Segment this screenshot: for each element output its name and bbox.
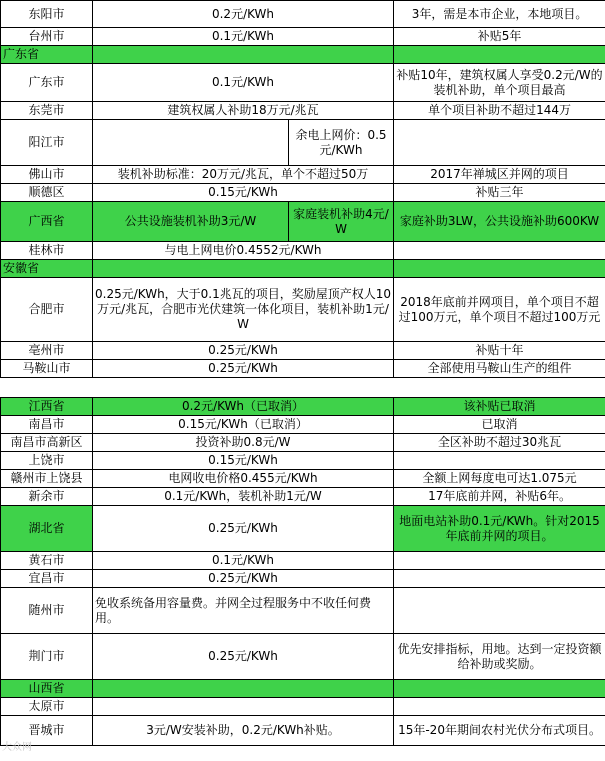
table-cell: 0.1元/KWh，装机补助1元/W [93, 488, 394, 506]
table-cell: 家庭装机补助4元/W [289, 202, 394, 242]
region-cell: 赣州市上饶县 [1, 470, 93, 488]
table-cell [93, 260, 394, 278]
table-cell [394, 452, 605, 470]
region-cell: 荆门市 [1, 634, 93, 680]
region-cell: 东莞市 [1, 102, 93, 120]
table-cell [93, 46, 394, 64]
table-cell: 该补贴已取消 [394, 398, 605, 416]
table-row [1, 698, 605, 716]
table-cell: 0.25元/KWh [93, 342, 394, 360]
table-cell [394, 570, 605, 588]
table-row [1, 342, 605, 360]
table-row [1, 46, 605, 64]
region-cell: 广西省 [1, 202, 93, 242]
table-cell [394, 120, 605, 166]
table-row [1, 470, 605, 488]
table-cell: 补贴三年 [394, 184, 605, 202]
table-row [1, 278, 605, 342]
region-cell: 广东省 [1, 46, 93, 64]
subsidy-table-upper [0, 0, 605, 378]
table-row [1, 360, 605, 378]
table-cell [93, 120, 289, 166]
table-cell: 0.1元/KWh [93, 64, 394, 102]
table-cell: 优先安排指标，用地。达到一定投资额给补助或奖励。 [394, 634, 605, 680]
region-cell: 黄石市 [1, 552, 93, 570]
table-row [1, 166, 605, 184]
table-cell: 0.25元/KWh [93, 506, 394, 552]
region-cell: 广东市 [1, 64, 93, 102]
table-cell: 建筑权属人补助18万元/兆瓦 [93, 102, 394, 120]
table-row [1, 64, 605, 102]
table-cell: 全额上网每度电可达1.075元 [394, 470, 605, 488]
region-cell: 阳江市 [1, 120, 93, 166]
table-row [1, 452, 605, 470]
table-cell [394, 552, 605, 570]
table-cell: 补贴5年 [394, 28, 605, 46]
table-row [1, 434, 605, 452]
table-cell [93, 680, 394, 698]
table-row [1, 416, 605, 434]
table-cell [394, 680, 605, 698]
table-cell: 0.2元/KWh（已取消） [93, 398, 394, 416]
table-cell: 电网收电价格0.455元/KWh [93, 470, 394, 488]
table-row [1, 634, 605, 680]
table-cell: 地面电站补助0.1元/KWh。针对2015年底前并网的项目。 [394, 506, 605, 552]
table-cell: 0.1元/KWh [93, 28, 394, 46]
table-cell [394, 698, 605, 716]
table-cell: 15年-20年期间农村光伏分布式项目。 [394, 716, 605, 746]
table-row [1, 570, 605, 588]
table-cell: 0.25元/KWh [93, 570, 394, 588]
table-cell: 补贴10年，建筑权属人享受0.2元/W的装机补助，单个项目最高 [394, 64, 605, 102]
table-row [1, 552, 605, 570]
table-cell: 3年，需是本市企业，本地项目。 [394, 1, 605, 28]
table-cell: 2017年禅城区并网的项目 [394, 166, 605, 184]
table-cell [394, 588, 605, 634]
region-cell: 晋城市 [1, 716, 93, 746]
region-cell: 新余市 [1, 488, 93, 506]
table-cell [394, 260, 605, 278]
region-cell: 台州市 [1, 28, 93, 46]
region-cell: 山西省 [1, 680, 93, 698]
region-cell: 上饶市 [1, 452, 93, 470]
table-cell [394, 46, 605, 64]
table-cell: 家庭补助3LW，公共设施补助600KW [394, 202, 605, 242]
table-row [1, 680, 605, 698]
table-row [1, 588, 605, 634]
table-cell: 17年底前并网，补贴6年。 [394, 488, 605, 506]
table-cell: 全区补助不超过30兆瓦 [394, 434, 605, 452]
table-row [1, 28, 605, 46]
region-cell: 安徽省 [1, 260, 93, 278]
table-row [1, 1, 605, 28]
table-row [1, 506, 605, 552]
table-cell: 0.15元/KWh [93, 452, 394, 470]
table-cell [394, 242, 605, 260]
region-cell: 湖北省 [1, 506, 93, 552]
table-row [1, 488, 605, 506]
table-row [1, 716, 605, 746]
table-cell: 全部使用马鞍山生产的组件 [394, 360, 605, 378]
table-row [1, 120, 605, 166]
table-cell: 0.15元/KWh [93, 184, 394, 202]
region-cell: 随州市 [1, 588, 93, 634]
table-cell: 投资补助0.8元/W [93, 434, 394, 452]
table-cell: 0.25元/KWh，大于0.1兆瓦的项目，奖励屋顶产权人10万元/兆瓦，合肥市光伏建筑一体化项目，装机补助1元/W [93, 278, 394, 342]
region-cell: 东阳市 [1, 1, 93, 28]
region-cell: 马鞍山市 [1, 360, 93, 378]
table-cell: 0.1元/KWh [93, 552, 394, 570]
table-cell: 0.25元/KWh [93, 634, 394, 680]
region-cell: 南昌市高新区 [1, 434, 93, 452]
table-cell: 3元/W安装补助，0.2元/KWh补贴。 [93, 716, 394, 746]
region-cell: 顺德区 [1, 184, 93, 202]
region-cell: 太原市 [1, 698, 93, 716]
table-row [1, 184, 605, 202]
table-cell: 单个项目补助不超过144万 [394, 102, 605, 120]
region-cell: 宜昌市 [1, 570, 93, 588]
region-cell: 亳州市 [1, 342, 93, 360]
region-cell: 合肥市 [1, 278, 93, 342]
table-cell: 0.15元/KWh（已取消） [93, 416, 394, 434]
table-cell: 与电上网电价0.4552元/KWh [93, 242, 394, 260]
table-cell: 余电上网价：0.5元/KWh [289, 120, 394, 166]
table-row [1, 398, 605, 416]
table-row [1, 202, 605, 242]
table-cell: 装机补助标准：20万元/兆瓦，单个不超过50万 [93, 166, 394, 184]
region-cell: 江西省 [1, 398, 93, 416]
table-cell: 补贴十年 [394, 342, 605, 360]
table-cell: 免收系统备用容量费。并网全过程服务中不收任何费用。 [93, 588, 394, 634]
region-cell: 桂林市 [1, 242, 93, 260]
subsidy-table-lower [0, 397, 605, 746]
region-cell: 佛山市 [1, 166, 93, 184]
table-row [1, 242, 605, 260]
region-cell: 南昌市 [1, 416, 93, 434]
table-cell: 已取消 [394, 416, 605, 434]
table-row [1, 260, 605, 278]
table-cell: 2018年底前并网项目，单个项目不超过100万元，单个项目不超过100万元 [394, 278, 605, 342]
table-row [1, 102, 605, 120]
table-cell: 0.25元/KWh [93, 360, 394, 378]
table-cell: 0.2元/KWh [93, 1, 394, 28]
watermark: 大众网 [2, 742, 32, 753]
table-cell [93, 698, 394, 716]
table-cell: 公共设施装机补助3元/W [93, 202, 289, 242]
